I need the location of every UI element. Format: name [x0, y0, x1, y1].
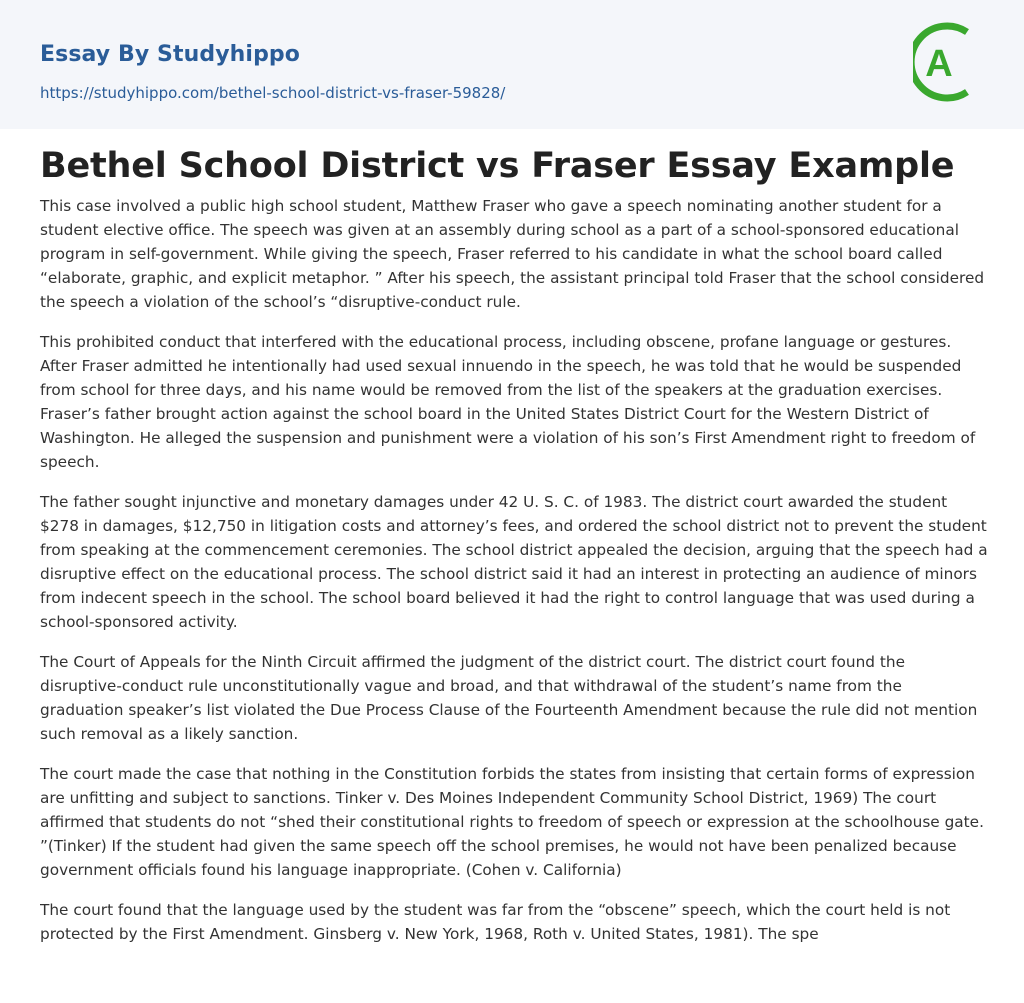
paragraph: The Court of Appeals for the Ninth Circuit affirmed the judgment of the district court. The district court found the disruptive-conduct rule unconstitutionally vague and broad, and that withdrawal of the student’s name from the graduation speaker’s list violated the Due Process Clause of the Fourteenth Amendment because the rule did not mention such removal as a likely sanction. [40, 653, 978, 743]
paragraph: The court found that the language used by the student was far from the “obscene” speech, which the court held is not protected by the First Amendment. Ginsberg v. New York, 1968, Roth v. United States, 1981). The spe [40, 901, 951, 943]
article-url-link[interactable]: https://studyhippo.com/bethel-school-district-vs-fraser-59828/ [40, 84, 506, 102]
paragraph: This prohibited conduct that interfered with the educational process, including obscene, profane language or gestures. After Fraser admitted he intentionally had used sexual innuendo in the speech, he was told that he would be suspended from school for three days, and his name would be removed from the list of the speakers at the graduation exercises. Fraser’s father brought action against the school board in the United States District Court for the Western District of Washington. He alleged the suspension and punishment were a violation of his son’s First Amendment right to freedom of speech. [40, 333, 976, 471]
paragraph: This case involved a public high school student, Matthew Fraser who gave a speech nominating another student for a student elective office. The speech was given at an assembly during school as a part of a school-sponsored educational program in self-government. While giving the speech, Fraser referred to his candidate in what the school board called “elaborate, graphic, and explicit metaphor. ” After his speech, the assistant principal told Fraser that the school considered the speech a violation of the school’s “disruptive-conduct rule. [40, 197, 985, 311]
paragraph: The father sought injunctive and monetary damages under 42 U. S. C. of 1983. The district court awarded the student $278 in damages, $12,750 in litigation costs and attorney’s fees, and ordered the school district not to prevent the student from speaking at the commencement ceremonies. The school district appealed the decision, arguing that the speech had a disruptive effect on the educational process. The school district said it had an interest in protecting an audience of minors from indecent speech in the school. The school board believed it had the right to control language that was used during a school-sponsored activity. [40, 493, 988, 631]
article-body [40, 194, 988, 962]
article-title: Bethel School District vs Fraser Essay Example [40, 146, 955, 186]
site-brand[interactable]: Essay By Studyhippo [40, 42, 300, 67]
paragraph: The court made the case that nothing in the Constitution forbids the states from insisting that certain forms of expression are unfitting and subject to sanctions. Tinker v. Des Moines Independent Community School District, 1969) The court affirmed that students do not “shed their constitutional rights to freedom of speech or expression at the schoolhouse gate. ”(Tinker) If the student had given the same speech off the school premises, he would not have been penalized because government officials found his language inappropriate. (Cohen v. California) [40, 765, 984, 879]
logo-letter: A [925, 43, 953, 85]
